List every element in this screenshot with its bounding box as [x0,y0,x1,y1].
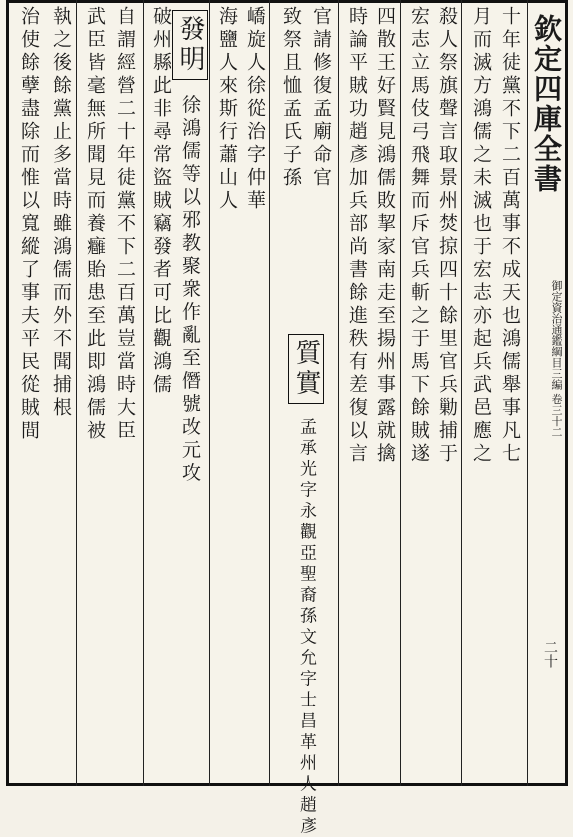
page-number: 二十 [542,640,558,668]
book-title: 欽定四庫全書 [530,14,563,194]
text-column: 自謂經營二十年徒黨不下二百萬豈當時大臣 [114,6,136,443]
text-column: 四散王好賢見鴻儒敗挈家南走至揚州事露就擒 [374,6,396,466]
source-name: 御定資治通鑑綱目三編 [550,280,563,390]
annotation-label: 質實 [288,334,324,404]
faming-column [172,6,208,782]
faming-text: 徐鴻儒等以邪教聚衆作亂至僭號改元攻 [179,94,201,486]
source-title [533,280,563,438]
column-rule [209,0,210,786]
text-column: 治使餘孽盡除而惟以寬縱了事夫平民從賊間 [18,6,40,443]
column-rule [338,0,339,786]
text-column: 殺人祭旗聲言取景州焚掠四十餘里官兵勦捕于 [436,6,458,466]
column-rule [400,0,401,786]
text-column: 海鹽人來斯行蕭山人 [216,6,238,213]
annotation-zhishi [288,330,324,837]
text-column: 十年徒黨不下二百萬事不成天也鴻儒舉事凡七 [499,6,521,466]
text-column: 宏志立馬伎弓飛舞而斥官兵斬之于馬下餘賊遂 [408,6,430,466]
volume-label: 卷三十二 [550,393,563,438]
annotation-text: 孟承光字永觀亞聖裔孫文允字士昌革州人趙彥 [296,417,316,837]
text-column: 官請修復孟廟命官 [310,6,332,190]
column-rule [76,0,77,786]
text-column: 嶠旋人徐從治字仲華 [244,6,266,213]
text-column: 致祭且恤孟氏子孫 [280,6,302,190]
text-column: 執之後餘黨止多當時雖鴻儒而外不聞捕根 [50,6,72,420]
text-column: 武臣皆毫無所聞見而養癰貽患至此即鴻儒被 [84,6,106,443]
text-column: 破州縣此非尋常盜賊竊發者可比觀鴻儒 [150,6,172,397]
text-column: 月而滅方鴻儒之未滅也于宏志亦起兵武邑應之 [470,6,492,466]
column-rule [143,0,144,786]
text-column: 時論平賊功趙彥加兵部尚書餘進秩有差復以言 [346,6,368,466]
faming-label: 發明 [172,10,208,80]
